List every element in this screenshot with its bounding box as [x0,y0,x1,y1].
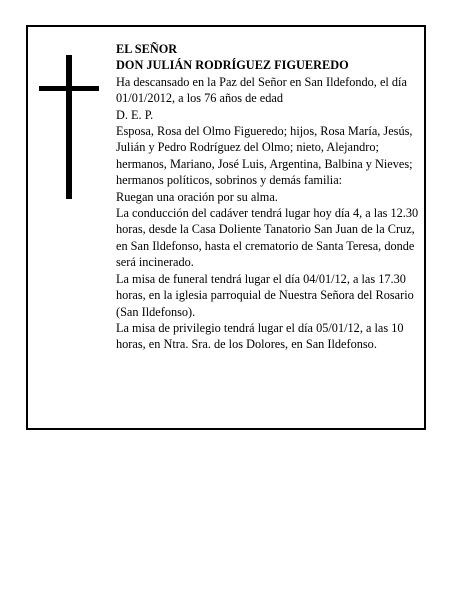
notice-title: EL SEÑOR [116,42,178,56]
cross-vertical-bar [66,55,72,199]
funeral-procession-details: La conducción del cadáver tendrá lugar hoy día 4, a las 12.30 horas, desde la Casa Doliente Tanatorio San Juan de la Cruz, en San Ildefonso, hasta el crematorio de Santa Teresa, donde será incinerado. [116,206,419,270]
notice-text [116,41,426,353]
privilege-mass-details: La misa de privilegio tendrá lugar el día 05/01/12, a las 10 horas, en Ntra. Sra. de los Dolores, en San Ildefonso. [116,320,404,352]
deceased-name: DON JULIÁN RODRÍGUEZ FIGUEREDO [116,58,349,73]
prayer-request: Ruegan una oración por su alma. [116,189,278,204]
rip-abbreviation: D. E. P. [116,107,154,122]
cross-icon [39,55,99,199]
funeral-mass-details: La misa de funeral tendrá lugar el día 04/01/12, a las 17.30 horas, en la iglesia parroquial de Nuestra Señora del Rosario (San Ildefonso). [116,271,414,319]
obituary-notice [26,25,426,430]
family-members: Esposa, Rosa del Olmo Figueredo; hijos, Rosa María, Jesús, Julián y Pedro Rodríguez del Olmo; nieto, Alejandro; hermanos, Mariano, José Luis, Argentina, Balbina y Nieves; hermanos políticos, sobrinos y demás familia: [116,124,413,188]
cross-horizontal-bar [39,86,99,91]
death-announcement: Ha descansado en la Paz del Señor en San Ildefondo, el día 01/01/2012, a los 76 años de edad [116,74,407,106]
